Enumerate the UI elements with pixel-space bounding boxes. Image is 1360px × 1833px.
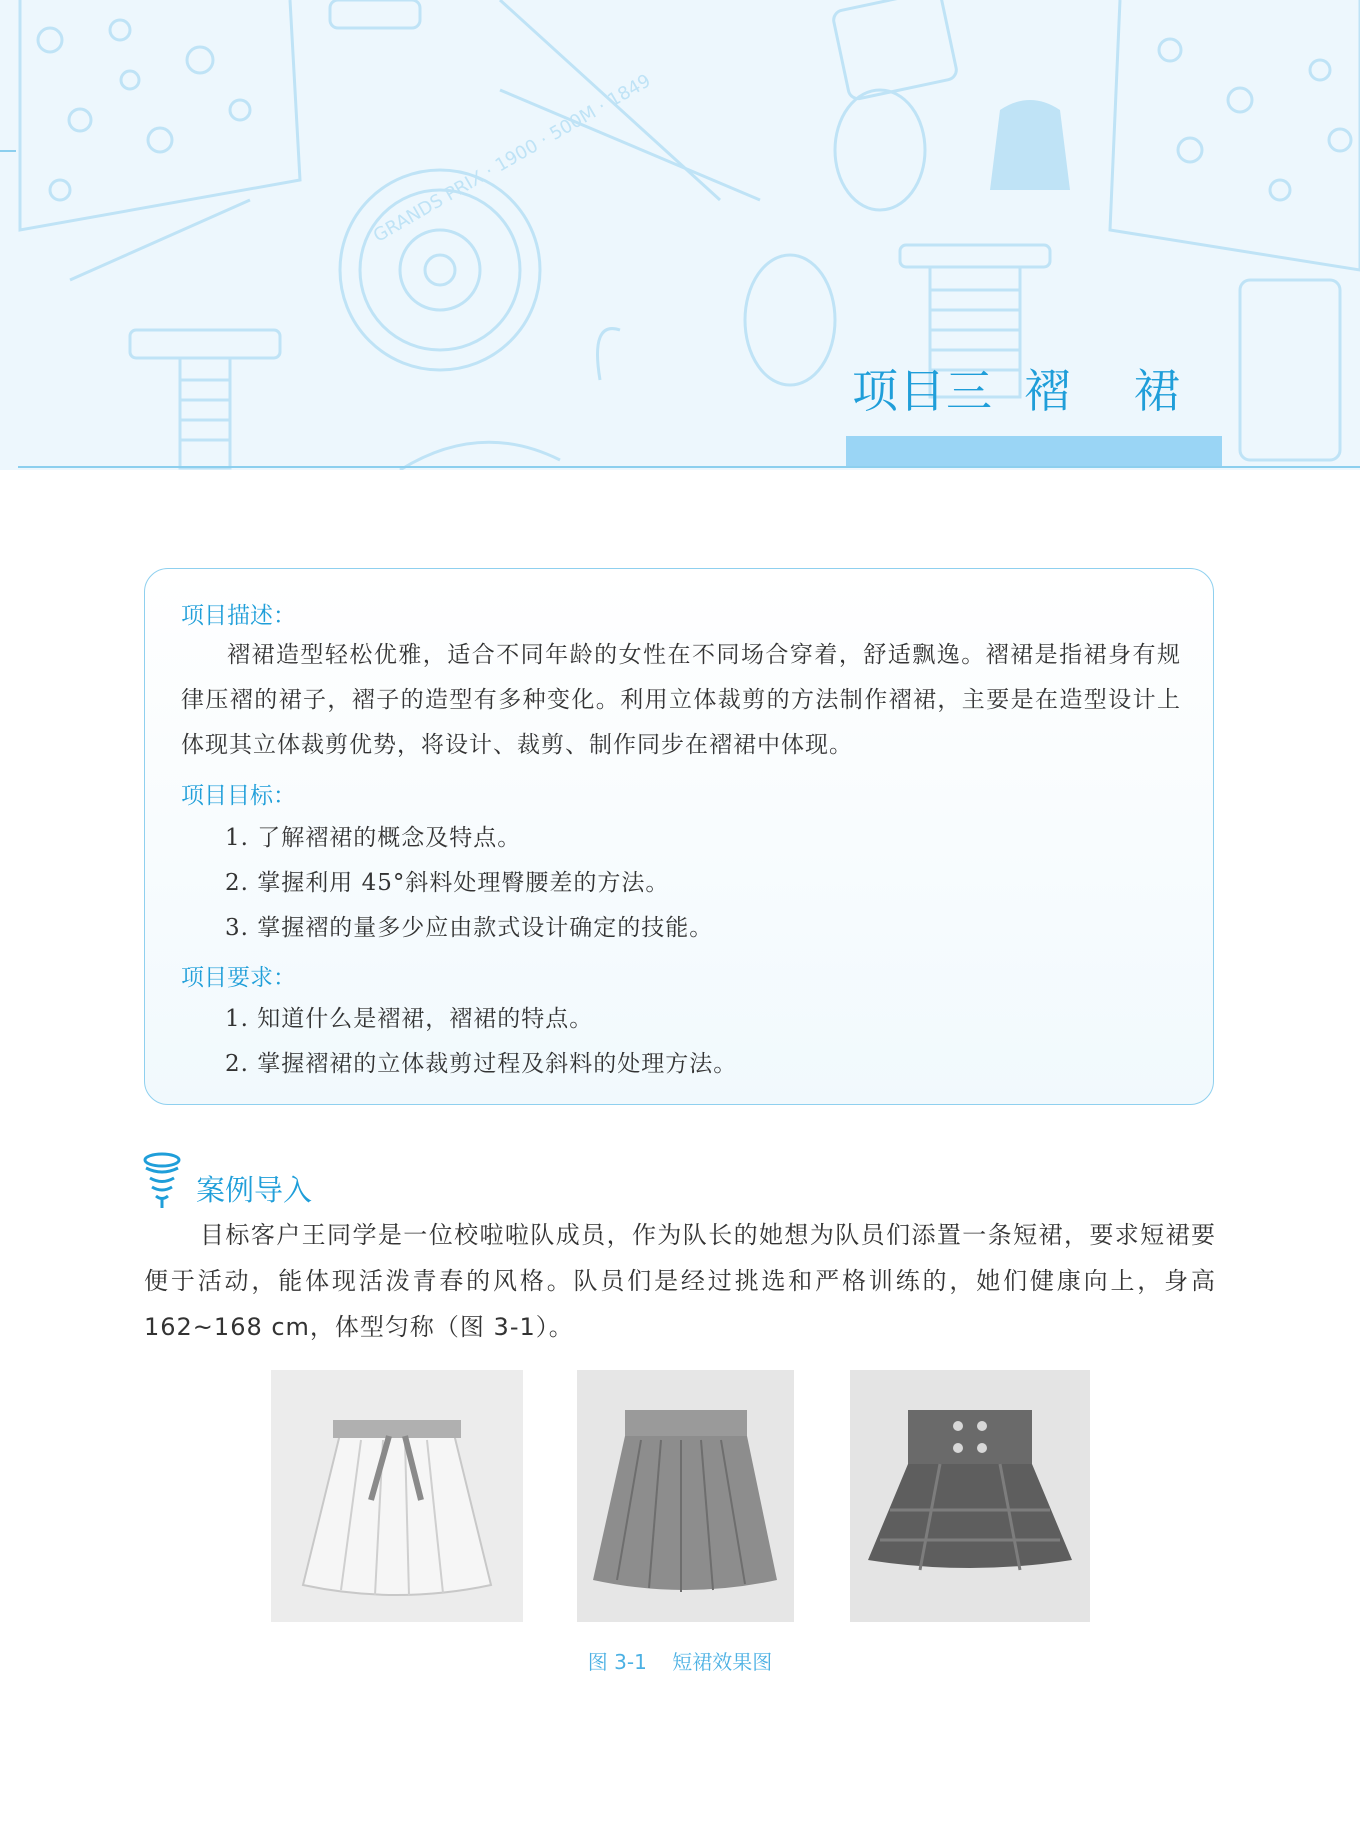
title-underline-bar — [846, 436, 1222, 466]
chapter-title: 项目三 褶 裙 — [852, 364, 1181, 418]
requirement-item-2: 2. 掌握褶裙的立体裁剪过程及斜料的处理方法。 — [225, 1051, 738, 1077]
skirt-photo-plaid-pleated — [850, 1370, 1090, 1622]
spring-icon — [142, 1152, 186, 1208]
skirt-photo-white-pleated — [271, 1370, 523, 1622]
header-divider — [18, 466, 1360, 468]
chapter-header — [0, 0, 1360, 470]
skirt-photo-grey-pleated — [577, 1370, 794, 1622]
requirements-heading: 项目要求： — [181, 964, 296, 990]
goals-heading: 项目目标： — [181, 782, 296, 808]
case-intro-heading: 案例导入 — [196, 1175, 313, 1207]
figure-caption: 图 3-1 短裙效果图 — [587, 1650, 773, 1674]
description-heading: 项目描述： — [181, 602, 296, 628]
goal-item-3: 3. 掌握褶的量多少应由款式设计确定的技能。 — [225, 915, 714, 941]
goal-item-1: 1. 了解褶裙的概念及特点。 — [225, 825, 522, 851]
spool-label: GRANDS PRIX · 1900 · 500M · 1849 — [369, 70, 655, 247]
left-edge-mark — [0, 150, 16, 152]
requirement-item-1: 1. 知道什么是褶裙，褶裙的特点。 — [225, 1006, 594, 1032]
goal-item-2: 2. 掌握利用 45°斜料处理臀腰差的方法。 — [225, 870, 670, 896]
project-info-box — [144, 568, 1214, 1105]
case-intro-text: 目标客户王同学是一位校啦啦队成员，作为队长的她想为队员们添置一条短裙，要求短裙要便于活动，能体现活泼青春的风格。队员们是经过挑选和严格训练的，她们健康向上，身高 162~168 cm，体型匀称（图 3-1）。 — [144, 1221, 1216, 1341]
description-text: 褶裙造型轻松优雅，适合不同年龄的女性在不同场合穿着，舒适飘逸。褶裙是指裙身有规律压褶的裙子，褶子的造型有多种变化。利用立体裁剪的方法制作褶裙，主要是在造型设计上体现其立体裁剪优势，将设计、裁剪、制作同步在褶裙中体现。 — [181, 642, 1181, 758]
